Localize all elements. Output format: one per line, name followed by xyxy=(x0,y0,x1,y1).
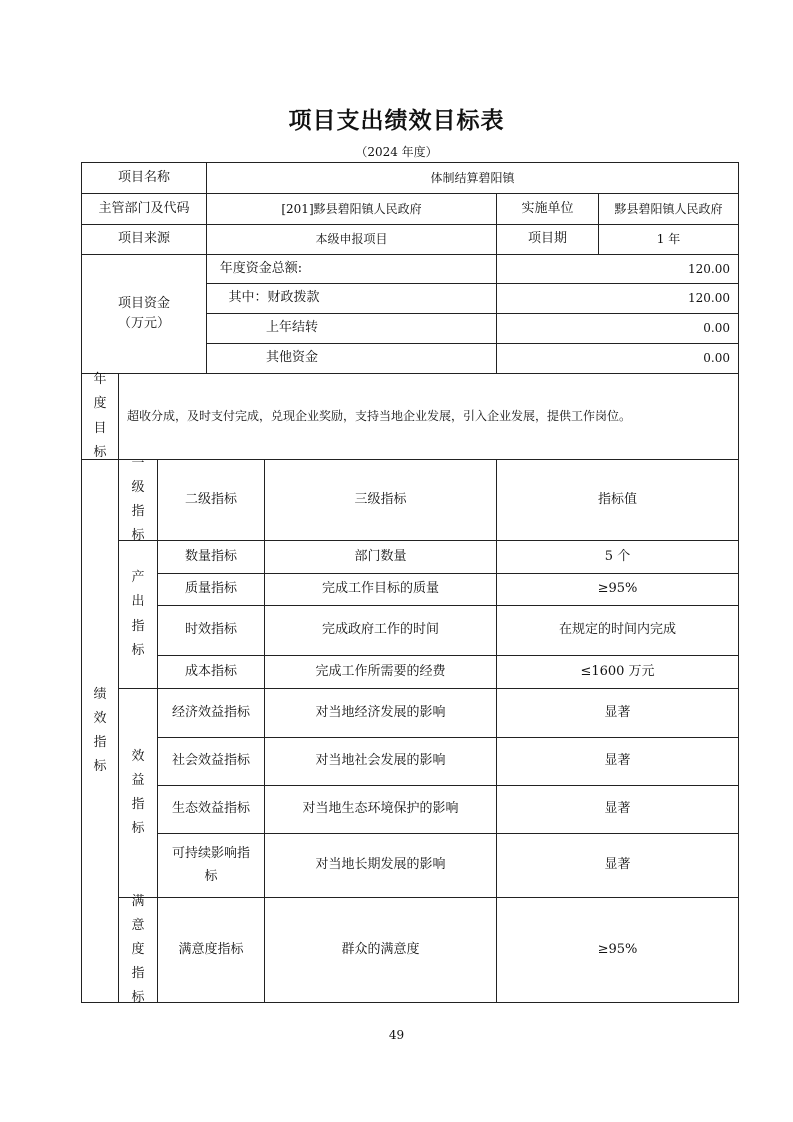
funds-label-line1: 项目资金 xyxy=(117,295,170,311)
period-label: 项目期 xyxy=(527,231,567,247)
output-row-value: ≤1600 万元 xyxy=(580,663,655,679)
project-name-value: 体制结算碧阳镇 xyxy=(430,170,515,185)
header-value: 指标值 xyxy=(597,491,637,507)
benefit-row-level2: 生态效益指标 xyxy=(171,801,250,817)
output-row-level3: 完成政府工作的时间 xyxy=(321,622,439,638)
funds-carryover-value: 0.00 xyxy=(703,321,730,336)
output-label: 产出指标 xyxy=(131,570,145,658)
unit-label: 实施单位 xyxy=(521,200,574,216)
header-level1: 一级指标 xyxy=(131,455,145,544)
output-row-value: 5 个 xyxy=(604,548,631,564)
indicators-label: 绩效指标 xyxy=(93,686,107,775)
funds-fiscal-label: 其中：财政拨款 xyxy=(228,290,320,306)
funds-fiscal-value: 120.00 xyxy=(688,291,730,306)
output-row-level2: 时效指标 xyxy=(184,622,237,638)
output-row-level2: 质量指标 xyxy=(184,581,237,597)
funds-label-line2: （万元） xyxy=(117,316,170,331)
page-title: 项目支出绩效目标表 xyxy=(288,108,505,134)
benefit-row-level3: 对当地长期发展的影响 xyxy=(315,857,446,873)
benefit-row-value: 显著 xyxy=(604,857,631,873)
page-number: 49 xyxy=(388,1028,405,1042)
output-row-level3: 完成工作所需要的经费 xyxy=(315,663,446,679)
benefit-row-level3: 对当地社会发展的影响 xyxy=(315,753,446,769)
funds-total-value: 120.00 xyxy=(688,261,730,276)
header-level2: 二级指标 xyxy=(184,491,237,507)
project-name-label: 项目名称 xyxy=(117,169,170,185)
benefit-label: 效益指标 xyxy=(131,748,145,837)
satisfaction-row-value: ≥95% xyxy=(597,941,638,957)
output-row-level3: 部门数量 xyxy=(354,548,407,564)
header-level3: 三级指标 xyxy=(354,491,407,507)
benefit-row-level2: 可持续影响指标 xyxy=(171,846,250,884)
annual-goal-text: 超收分成，及时支付完成，兑现企业奖励，支持当地企业发展，引入企业发展，提供工作岗位。 xyxy=(127,409,632,424)
dept-value: [201]黟县碧阳镇人民政府 xyxy=(281,201,422,216)
dept-label: 主管部门及代码 xyxy=(98,200,190,216)
output-row-level3: 完成工作目标的质量 xyxy=(321,581,439,597)
satisfaction-row-level2: 满意度指标 xyxy=(178,941,244,957)
source-label: 项目来源 xyxy=(117,231,170,247)
benefit-row-value: 显著 xyxy=(604,704,631,720)
funds-other-label: 其他资金 xyxy=(265,350,318,366)
benefit-row-value: 显著 xyxy=(604,801,631,817)
output-row-value: 在规定的时间内完成 xyxy=(558,622,676,638)
benefit-row-level3: 对当地经济发展的影响 xyxy=(315,704,446,720)
output-row-level2: 数量指标 xyxy=(184,548,237,564)
benefit-row-level3: 对当地生态环境保护的影响 xyxy=(302,801,459,817)
output-row-value: ≥95% xyxy=(597,581,638,597)
benefit-row-level2: 社会效益指标 xyxy=(171,753,250,769)
period-value: 1 年 xyxy=(656,232,681,247)
benefit-row-level2: 经济效益指标 xyxy=(171,704,250,720)
funds-other-value: 0.00 xyxy=(703,351,730,366)
satisfaction-label: 满意度指标 xyxy=(131,893,145,1006)
funds-carryover-label: 上年结转 xyxy=(265,320,318,336)
output-row-level2: 成本指标 xyxy=(184,663,237,679)
year-note: （2024 年度） xyxy=(355,145,438,159)
benefit-row-value: 显著 xyxy=(604,753,631,769)
satisfaction-row-level3: 群众的满意度 xyxy=(341,941,420,957)
annual-goal-label: 年度目标 xyxy=(93,372,107,460)
funds-total-label: 年度资金总额: xyxy=(219,260,303,276)
funds-label xyxy=(82,255,206,373)
source-value: 本级申报项目 xyxy=(315,232,388,247)
unit-value: 黟县碧阳镇人民政府 xyxy=(614,201,723,216)
